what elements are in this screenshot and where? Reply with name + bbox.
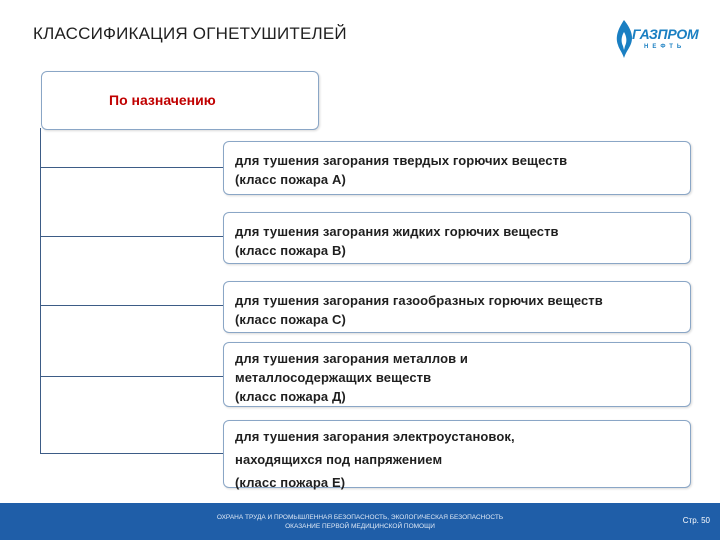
class-a-node bbox=[223, 141, 691, 195]
page-title: КЛАССИФИКАЦИЯ ОГНЕТУШИТЕЛЕЙ bbox=[33, 24, 347, 43]
class-c-node bbox=[223, 281, 691, 333]
class-c-label: для тушения загорания газообразных горючих веществ (класс пожара С) bbox=[235, 293, 603, 327]
gazprom-neft-logo bbox=[606, 16, 716, 62]
connector-branch-3 bbox=[40, 305, 223, 306]
footer-text: ОХРАНА ТРУДА И ПРОМЫШЛЕННАЯ БЕЗОПАСНОСТЬ, ЭКОЛОГИЧЕСКАЯ БЕЗОПАСНОСТЬ ОКАЗАНИЕ ПЕРВОЙ МЕДИЦИНСКОЙ ПОМОЩИ bbox=[216, 514, 504, 530]
class-e-node bbox=[223, 420, 691, 488]
connector-branch-1 bbox=[40, 167, 223, 168]
root-node-label: По назначению bbox=[109, 92, 216, 108]
logo-brand-text: ГАЗПРОМ bbox=[632, 26, 699, 42]
class-d-node bbox=[223, 342, 691, 407]
page-number: Стр. 50 bbox=[682, 516, 710, 525]
class-b-label: для тушения загорания жидких горючих веществ (класс пожара В) bbox=[235, 224, 559, 258]
connector-branch-4 bbox=[40, 376, 223, 377]
connector-trunk bbox=[40, 128, 41, 454]
class-b-node bbox=[223, 212, 691, 264]
class-e-label: для тушения загорания электроустановок, находящихся под напряжением (класс пожара Е) bbox=[235, 429, 515, 490]
footer-bar bbox=[0, 503, 720, 540]
class-a-label: для тушения загорания твердых горючих веществ (класс пожара А) bbox=[235, 153, 568, 187]
class-d-label: для тушения загорания металлов и металлосодержащих веществ (класс пожара Д) bbox=[235, 351, 469, 404]
connector-branch-2 bbox=[40, 236, 223, 237]
connector-branch-5 bbox=[40, 453, 223, 454]
logo-sub-text: НЕФТЬ bbox=[644, 44, 686, 50]
